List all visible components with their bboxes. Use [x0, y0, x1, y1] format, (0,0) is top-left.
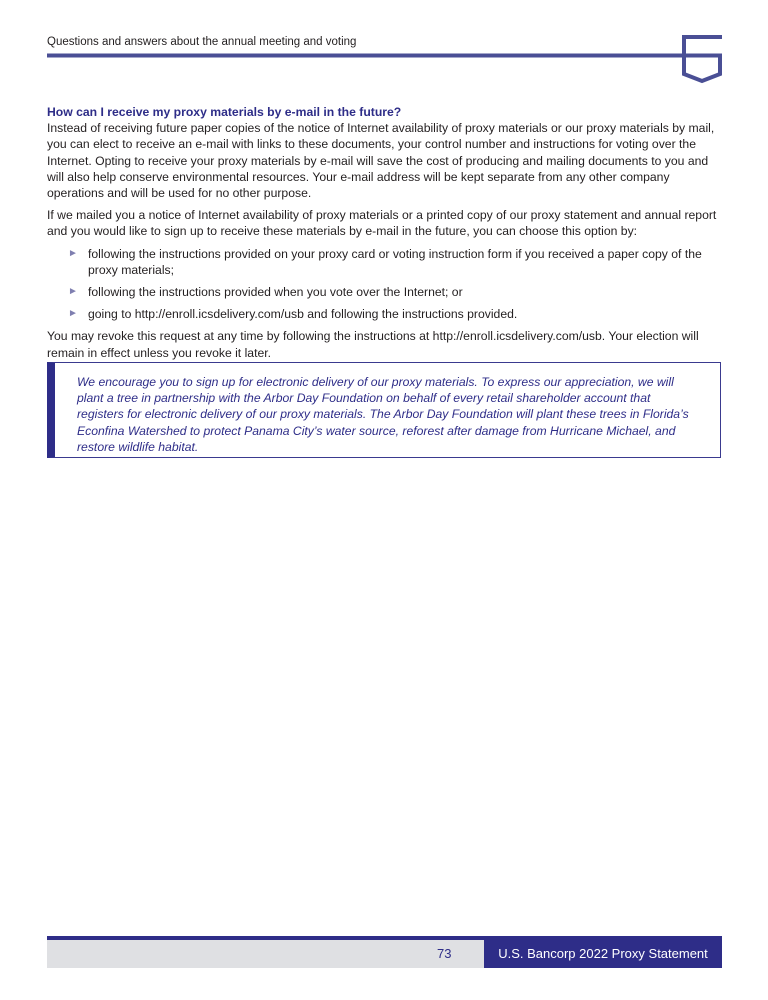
footer-bar: [47, 940, 484, 968]
list-item: [68, 284, 723, 300]
paragraph: If we mailed you a notice of Internet availability of proxy materials or a printed copy of our proxy statement and annual report and you would like to sign up to receive these materials by e-mail in the future, you can choose this option by:: [47, 208, 717, 239]
list-item-text: following the instructions provided when you vote over the Internet; or: [88, 285, 463, 300]
main-content: [47, 104, 723, 367]
arrow-bullet-icon: ►: [68, 247, 78, 259]
list-item-text: following the instructions provided on your proxy card or voting instruction form if you received a paper copy of the proxy materials;: [88, 246, 702, 277]
callout-text: We encourage you to sign up for electronic delivery of our proxy materials. To express our appreciation, we will plant a tree in partnership with the Arbor Day Foundation on behalf of every retail shareholder account that registers for electronic delivery of our proxy materials. The Arbor Day Foundation will plant these trees in Florida’s Econfina Watershed to protect Panama City’s water source, reforest after damage from Hurricane Michael, and restore wildlife habitat.: [77, 375, 689, 454]
arrow-bullet-icon: ►: [68, 286, 78, 298]
paragraph: You may revoke this request at any time by following the instructions at http://enroll.icsdelivery.com/usb. Your election will remain in effect unless you revoke it later.: [47, 329, 699, 360]
arrow-bullet-icon: ►: [68, 308, 78, 320]
document-title: U.S. Bancorp 2022 Proxy Statement: [484, 940, 722, 968]
section-header: Questions and answers about the annual meeting and voting: [47, 36, 357, 48]
list-item-text: going to http://enroll.icsdelivery.com/usb and following the instructions provided.: [88, 307, 518, 322]
bullet-list: [47, 246, 723, 323]
list-item: [68, 246, 723, 278]
section-shield-icon: [0, 0, 768, 100]
paragraph: Instead of receiving future paper copies of the notice of Internet availability of proxy materials or our proxy materials by mail, you can elect to receive an e-mail with links to these documents, your control number and instructions for voting over the Internet. Opting to receive your proxy materials by e-mail will save the cost of producing and mailing documents to you and will also help conserve environmental resources. Your e-mail address will be kept separate from any other company operations and will be used for no other purpose.: [47, 121, 715, 201]
question-heading: How can I receive my proxy materials by e-mail in the future?: [47, 105, 402, 119]
list-item: [68, 306, 723, 322]
page-number: 73: [437, 946, 452, 961]
callout-box: [47, 362, 721, 458]
